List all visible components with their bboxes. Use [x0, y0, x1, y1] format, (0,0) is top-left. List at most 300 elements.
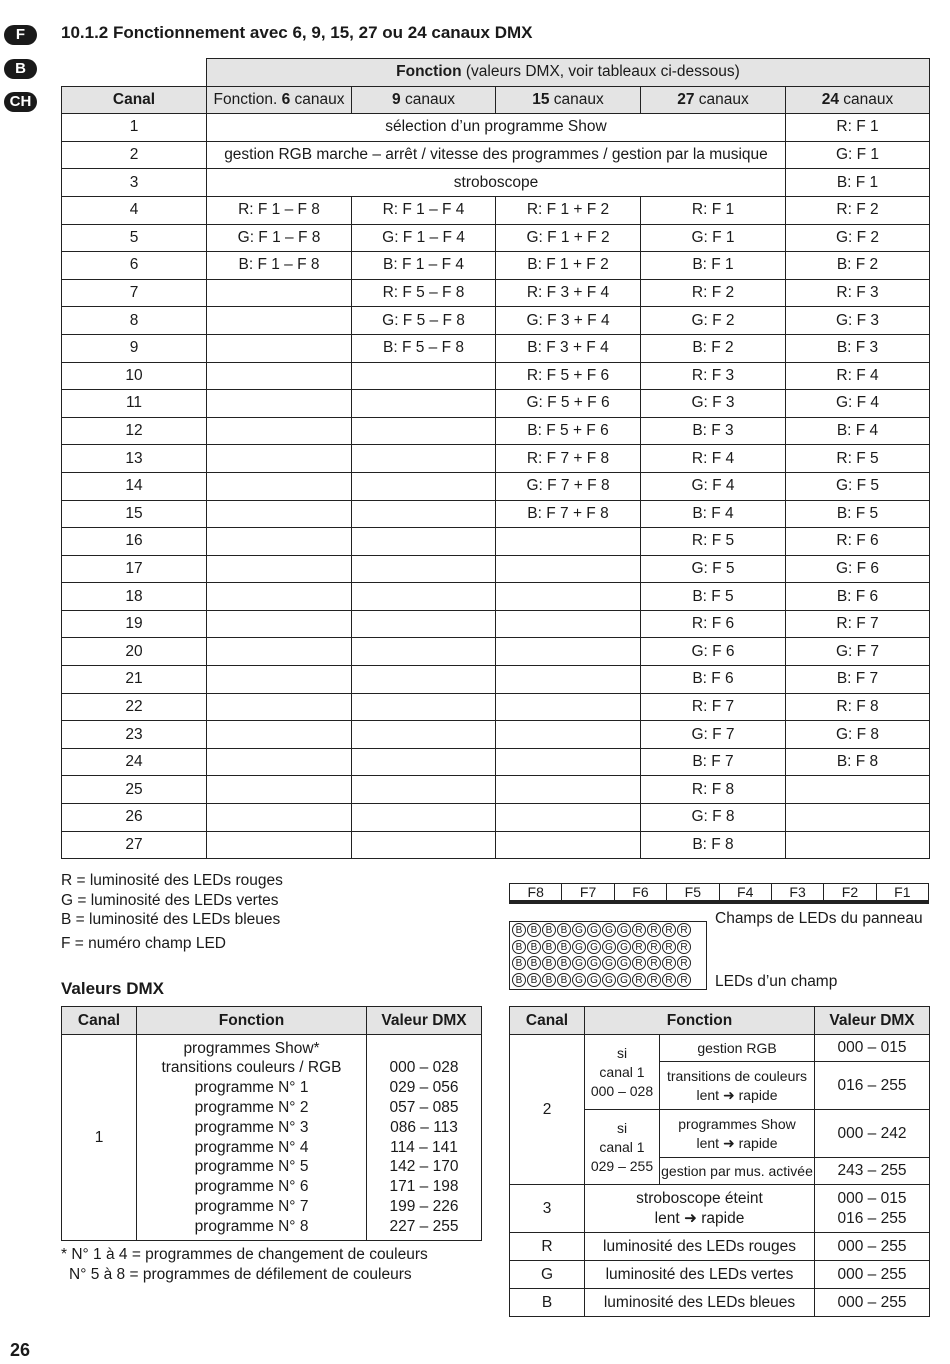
value-cell [496, 638, 641, 666]
canal-cell: 25 [62, 776, 207, 804]
led-circle: R [632, 973, 646, 987]
led-circle: B [512, 940, 526, 954]
value-cell: G: F 4 [786, 390, 930, 418]
value-cell [207, 472, 352, 500]
value-cell [496, 804, 641, 832]
value-cell [496, 610, 641, 638]
gestion-musique: gestion par mus. activée [660, 1158, 815, 1185]
canal-r: R [510, 1233, 585, 1261]
led-circle: B [557, 956, 571, 970]
value-cell: R: F 8 [641, 776, 786, 804]
panel-field-label: F2 [823, 884, 875, 900]
col-fonction: Fonction [585, 1007, 815, 1035]
legend-g: G = luminosité des LEDs vertes [61, 892, 279, 909]
led-circle: G [617, 956, 631, 970]
canal-cell: 13 [62, 445, 207, 473]
led-circle: R [677, 923, 691, 937]
value-cell: G: F 1 – F 4 [352, 224, 496, 252]
value-cell [352, 472, 496, 500]
value-cell: B: F 2 [641, 334, 786, 362]
value-cell: G: F 7 [786, 638, 930, 666]
table-row [62, 362, 930, 390]
led-circle: R [662, 923, 676, 937]
value-cell: G: F 3 [786, 307, 930, 335]
value-cell [496, 583, 641, 611]
value-cell: G: F 2 [641, 307, 786, 335]
canal-cell: 22 [62, 693, 207, 721]
value-cell [496, 555, 641, 583]
col-header: Fonction. 6 canaux [207, 86, 352, 114]
table-row [62, 555, 930, 583]
panel-field-label: F1 [876, 884, 928, 900]
value-cell: B: F 8 [786, 748, 930, 776]
value-cell: R: F 1 + F 2 [496, 196, 641, 224]
value-cell: B: F 5 – F 8 [352, 334, 496, 362]
value-cell [352, 390, 496, 418]
led-circle: R [662, 973, 676, 987]
value-cell: R: F 7 [641, 693, 786, 721]
canal-g: G [510, 1261, 585, 1289]
value-cell [207, 362, 352, 390]
table-row [62, 114, 930, 142]
led-circle: B [512, 923, 526, 937]
led-circle: B [527, 956, 541, 970]
led-circle: B [557, 973, 571, 987]
led-circle: B [557, 923, 571, 937]
canal-cell: 15 [62, 500, 207, 528]
table-row [62, 804, 930, 832]
value-cell: R: F 2 [786, 196, 930, 224]
value-cell [207, 500, 352, 528]
col-header: 24 canaux [786, 86, 930, 114]
canal-cell: 19 [62, 610, 207, 638]
led-circle: G [587, 940, 601, 954]
programmes-show: programmes Show lent ➜ rapide [660, 1110, 815, 1158]
program-function: programme N° 7 [194, 1197, 309, 1215]
value-cell [496, 528, 641, 556]
value-cell: B: F 1 [641, 252, 786, 280]
canal-2-cell: 2 [510, 1035, 585, 1185]
value-cell [207, 583, 352, 611]
col-canal: Canal [510, 1007, 585, 1035]
canal-cell: 17 [62, 555, 207, 583]
led-circle: R [632, 923, 646, 937]
value-cell: B: F 3 + F 4 [496, 334, 641, 362]
program-value: 171 – 198 [389, 1178, 459, 1196]
legend-b: B = luminosité des LEDs bleues [61, 911, 281, 928]
value-cell: 016 – 255 [815, 1062, 930, 1110]
legend-r: R = luminosité des LEDs rouges [61, 872, 283, 889]
value-cell: R: F 3 [786, 279, 930, 307]
led-circle: R [632, 940, 646, 954]
canal-cell: 9 [62, 334, 207, 362]
canal-cell: 23 [62, 721, 207, 749]
led-circle: G [602, 923, 616, 937]
function-cell: stroboscope [207, 169, 786, 197]
value-cell [207, 748, 352, 776]
value-cell: G: F 2 [786, 224, 930, 252]
value-cell: B: F 3 [641, 417, 786, 445]
condition-1: si canal 1 000 – 028 [585, 1035, 660, 1110]
value-cell: R: F 3 + F 4 [496, 279, 641, 307]
value-cell [786, 776, 930, 804]
canal-cell: 1 [62, 114, 207, 142]
language-badge-b: B [4, 59, 37, 79]
program-function: programme N° 5 [194, 1158, 309, 1176]
value-cell: R: F 8 [786, 693, 930, 721]
led-circle: R [632, 956, 646, 970]
value-cell: 000 – 255 [815, 1289, 930, 1317]
corner-cell [62, 59, 207, 87]
value-cell [352, 445, 496, 473]
language-badge-ch: CH [4, 92, 37, 112]
table-row [62, 445, 930, 473]
program-function: programme N° 1 [194, 1079, 309, 1097]
value-cell: R: F 6 [786, 528, 930, 556]
table-row [62, 748, 930, 776]
value-cell [496, 748, 641, 776]
canal-cell: 8 [62, 307, 207, 335]
channel-table [61, 58, 930, 859]
table-row [62, 196, 930, 224]
value-cell: R: F 2 [641, 279, 786, 307]
value-cell: G: F 3 + F 4 [496, 307, 641, 335]
condition-2: si canal 1 029 – 255 [585, 1110, 660, 1185]
value-cell [207, 445, 352, 473]
led-circle: G [602, 940, 616, 954]
value-cell [207, 555, 352, 583]
value-cell: R: F 4 [641, 445, 786, 473]
panel-field-label: F6 [614, 884, 666, 900]
col-valeur: Valeur DMX [367, 1007, 482, 1035]
led-circle: G [617, 923, 631, 937]
value-cell [352, 417, 496, 445]
value-cell: B: F 8 [641, 831, 786, 859]
value-cell: 000 – 015 016 – 255 [815, 1185, 930, 1233]
led-circle: R [677, 940, 691, 954]
function-cell: sélection d’un programme Show [207, 114, 786, 142]
canal-cell: 4 [62, 196, 207, 224]
led-circle: G [602, 956, 616, 970]
value-cell [207, 666, 352, 694]
canal-cell: 2 [62, 141, 207, 169]
value-cell: B: F 7 [641, 748, 786, 776]
table-row [62, 252, 930, 280]
value-cell: B: F 5 + F 6 [496, 417, 641, 445]
panel-field-label: F4 [719, 884, 771, 900]
program-value: 227 – 255 [389, 1217, 459, 1235]
col-header: 15 canaux [496, 86, 641, 114]
panel-field-label: F3 [771, 884, 823, 900]
value-cell [207, 307, 352, 335]
panel-fields-label: Champs de LEDs du panneau [715, 910, 923, 927]
page-number: 26 [10, 1340, 31, 1360]
value-cell [352, 500, 496, 528]
value-cell: R: F 5 [786, 445, 930, 473]
value-cell [496, 666, 641, 694]
table-row [62, 169, 930, 197]
table-row [62, 141, 930, 169]
led-circle: B [542, 923, 556, 937]
program-value [367, 1039, 481, 1059]
panel-fields-bar [509, 883, 929, 904]
table-row [62, 721, 930, 749]
value-cell: 000 – 255 [815, 1261, 930, 1289]
value-cell [207, 390, 352, 418]
value-cell [496, 776, 641, 804]
canal-cell: 27 [62, 831, 207, 859]
value-cell [496, 831, 641, 859]
value-cell: 000 – 015 [815, 1035, 930, 1062]
table-row [62, 638, 930, 666]
led-circle: G [617, 940, 631, 954]
led-circle: R [647, 940, 661, 954]
value-cell: G: F 1 + F 2 [496, 224, 641, 252]
table-row [62, 500, 930, 528]
value-cell: B: F 5 [641, 583, 786, 611]
led-field-diagram [509, 921, 707, 990]
value-cell: B: F 6 [641, 666, 786, 694]
program-value: 029 – 056 [389, 1079, 459, 1097]
led-circle: B [527, 973, 541, 987]
led-circle: R [677, 973, 691, 987]
value-cell: 243 – 255 [815, 1158, 930, 1185]
value-cell [496, 721, 641, 749]
led-circle: G [587, 956, 601, 970]
function-cell: gestion RGB marche – arrêt / vitesse des programmes / gestion par la musique [207, 141, 786, 169]
value-cell: B: F 4 [641, 500, 786, 528]
value-cell [207, 417, 352, 445]
value-cell: R: F 3 [641, 362, 786, 390]
value-cell: G: F 1 – F 8 [207, 224, 352, 252]
program-function: programme N° 2 [194, 1098, 309, 1116]
value-cell: R: F 1 [786, 114, 930, 142]
value-cell [207, 334, 352, 362]
value-cell: G: F 5 + F 6 [496, 390, 641, 418]
value-cell [207, 279, 352, 307]
value-cell [352, 610, 496, 638]
led-circle: G [587, 923, 601, 937]
dmx-table-channel-1 [61, 1006, 482, 1241]
program-value: 142 – 170 [389, 1158, 459, 1176]
value-cell: B: F 3 [786, 334, 930, 362]
fonction-b: luminosité des LEDs bleues [585, 1289, 815, 1317]
led-circle: B [557, 940, 571, 954]
value-cell [786, 804, 930, 832]
led-circle: B [542, 956, 556, 970]
value-cell: R: F 5 [641, 528, 786, 556]
canal-cell: 6 [62, 252, 207, 280]
panel-field-label: F8 [527, 884, 544, 900]
value-cell [207, 693, 352, 721]
table-row [62, 279, 930, 307]
value-cell [352, 804, 496, 832]
canal-header: Canal [62, 86, 207, 114]
table-row [62, 307, 930, 335]
value-cell: B: F 1 + F 2 [496, 252, 641, 280]
led-circle: R [647, 956, 661, 970]
panel-field-label: F5 [666, 884, 718, 900]
canal-cell: 5 [62, 224, 207, 252]
value-cell: G: F 3 [641, 390, 786, 418]
value-cell: R: F 6 [641, 610, 786, 638]
value-cell: R: F 7 + F 8 [496, 445, 641, 473]
value-cell [352, 776, 496, 804]
panel-field-label: F7 [561, 884, 613, 900]
value-cell: G: F 6 [786, 555, 930, 583]
program-function: programme N° 3 [194, 1118, 309, 1136]
value-cell [207, 776, 352, 804]
led-circle: B [527, 940, 541, 954]
led-circle: G [602, 973, 616, 987]
value-cell [352, 555, 496, 583]
program-function: programme N° 6 [194, 1178, 309, 1196]
stroboscope-cell: stroboscope éteint lent ➜ rapide [585, 1185, 815, 1233]
led-circle: R [647, 973, 661, 987]
value-cell: G: F 5 – F 8 [352, 307, 496, 335]
value-cell [352, 748, 496, 776]
led-circle: G [587, 973, 601, 987]
value-cell: G: F 1 [786, 141, 930, 169]
program-value: 000 – 028 [389, 1059, 459, 1077]
canal-cell: 16 [62, 528, 207, 556]
table-row [62, 334, 930, 362]
fonction-r: luminosité des LEDs rouges [585, 1233, 815, 1261]
value-cell [352, 638, 496, 666]
led-field-label: LEDs d’un champ [715, 973, 838, 990]
value-cell [207, 721, 352, 749]
led-circle: G [572, 956, 586, 970]
table-row [62, 831, 930, 859]
canal-cell: 10 [62, 362, 207, 390]
led-row [512, 923, 704, 940]
led-row [512, 973, 704, 990]
canal-cell: 18 [62, 583, 207, 611]
led-circle: B [542, 940, 556, 954]
gestion-rgb: gestion RGB [660, 1035, 815, 1062]
value-cell [786, 831, 930, 859]
program-value: 086 – 113 [390, 1118, 458, 1136]
transitions-couleurs: transitions de couleurs lent ➜ rapide [660, 1062, 815, 1110]
value-cell: R: F 1 [641, 196, 786, 224]
value-cell: B: F 1 – F 4 [352, 252, 496, 280]
led-circle: G [572, 923, 586, 937]
led-circle: G [572, 973, 586, 987]
footnote-1: * N° 1 à 4 = programmes de changement de couleurs [61, 1246, 428, 1263]
value-cell: R: F 1 – F 8 [207, 196, 352, 224]
value-cell: G: F 6 [641, 638, 786, 666]
section-heading: 10.1.2 Fonctionnement avec 6, 9, 15, 27 ou 24 canaux DMX [61, 23, 533, 42]
value-cell: R: F 5 – F 8 [352, 279, 496, 307]
program-value: 057 – 085 [389, 1098, 459, 1116]
led-circle: G [572, 940, 586, 954]
led-row [512, 956, 704, 973]
language-badge-f: F [4, 25, 37, 45]
canal-b: B [510, 1289, 585, 1317]
table-row [62, 583, 930, 611]
led-circle: R [677, 956, 691, 970]
col-canal: Canal [62, 1007, 137, 1035]
value-cell [352, 362, 496, 390]
col-header: 9 canaux [352, 86, 496, 114]
canal-cell: 11 [62, 390, 207, 418]
table-row [62, 472, 930, 500]
value-cell [207, 804, 352, 832]
fonction-header: Fonction (valeurs DMX, voir tableaux ci-dessous) [207, 59, 930, 87]
value-cell [352, 666, 496, 694]
led-circle: B [512, 956, 526, 970]
value-cell: B: F 4 [786, 417, 930, 445]
led-circle: B [512, 973, 526, 987]
canal-cell: 7 [62, 279, 207, 307]
value-cell: R: F 5 + F 6 [496, 362, 641, 390]
program-function: transitions couleurs / RGB [161, 1059, 342, 1077]
value-cell [207, 831, 352, 859]
canal-cell: 21 [62, 666, 207, 694]
table-row [62, 417, 930, 445]
legend-f: F = numéro champ LED [61, 935, 226, 952]
footnote-2: N° 5 à 8 = programmes de défilement de couleurs [69, 1266, 412, 1283]
col-valeur: Valeur DMX [815, 1007, 930, 1035]
canal-cell: 12 [62, 417, 207, 445]
value-cell: G: F 5 [786, 472, 930, 500]
value-cell: 000 – 255 [815, 1233, 930, 1261]
canal-cell: 14 [62, 472, 207, 500]
led-circle: B [527, 923, 541, 937]
program-function: programme N° 8 [194, 1217, 309, 1235]
value-cell: B: F 7 [786, 666, 930, 694]
value-cell: R: F 1 – F 4 [352, 196, 496, 224]
value-cell: 000 – 242 [815, 1110, 930, 1158]
canal-cell: 20 [62, 638, 207, 666]
canal-cell: 26 [62, 804, 207, 832]
table-row [62, 666, 930, 694]
value-cell [352, 721, 496, 749]
value-cell [352, 583, 496, 611]
led-circle: B [542, 973, 556, 987]
value-cell: G: F 1 [641, 224, 786, 252]
table-row [62, 224, 930, 252]
value-cell: G: F 5 [641, 555, 786, 583]
led-row [512, 940, 704, 957]
value-cell [352, 693, 496, 721]
value-cell: G: F 7 + F 8 [496, 472, 641, 500]
led-circle: G [617, 973, 631, 987]
program-function: programme N° 4 [194, 1138, 309, 1156]
value-cell: B: F 6 [786, 583, 930, 611]
value-cell: R: F 4 [786, 362, 930, 390]
table-row [62, 528, 930, 556]
value-cell: R: F 7 [786, 610, 930, 638]
value-cell: B: F 5 [786, 500, 930, 528]
canal-cell: 24 [62, 748, 207, 776]
program-value: 114 – 141 [390, 1138, 458, 1156]
canal-cell: 3 [62, 169, 207, 197]
table-row [62, 390, 930, 418]
functions-cell [137, 1035, 367, 1241]
value-cell [207, 528, 352, 556]
value-cell [207, 638, 352, 666]
value-cell: B: F 1 [786, 169, 930, 197]
program-function: programmes Show* [183, 1039, 320, 1057]
dmx-table-channels-2-b [509, 1006, 930, 1317]
value-cell: B: F 1 – F 8 [207, 252, 352, 280]
value-cell: G: F 4 [641, 472, 786, 500]
value-cell: G: F 8 [786, 721, 930, 749]
led-circle: R [662, 956, 676, 970]
table-row [62, 610, 930, 638]
value-cell: G: F 8 [641, 804, 786, 832]
